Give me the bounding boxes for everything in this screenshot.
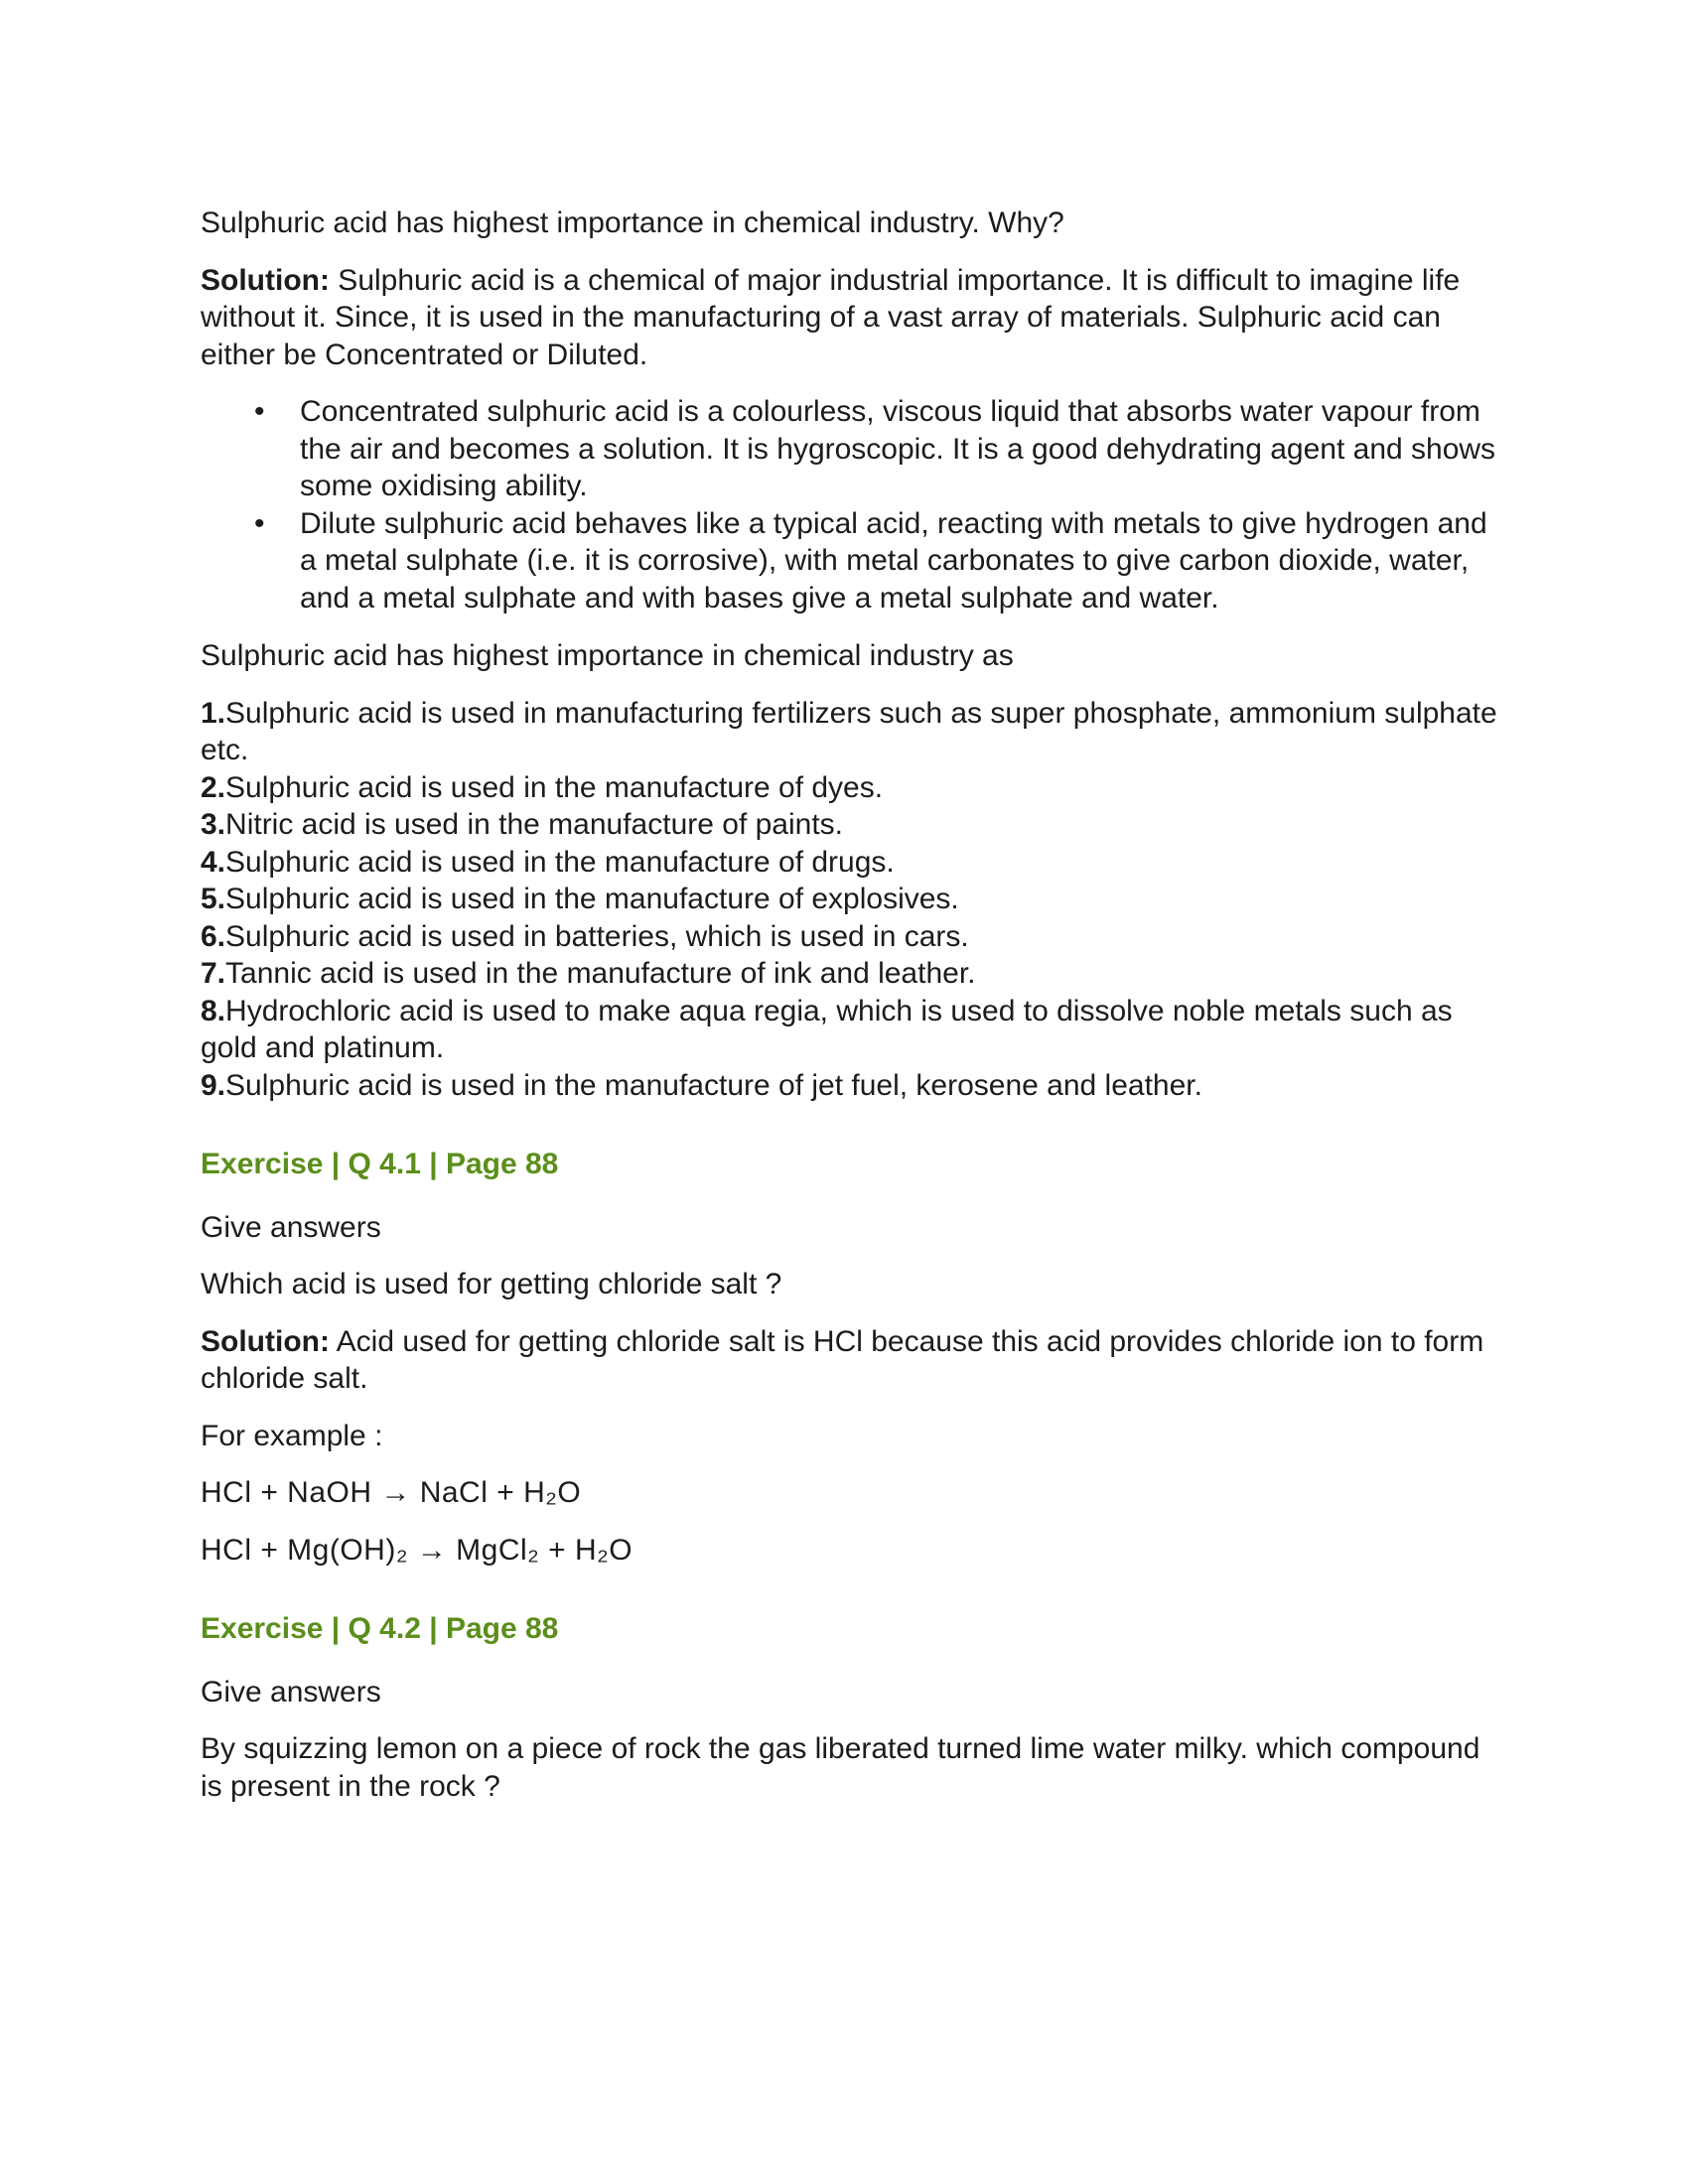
chemical-equation-mgoh: HCl + Mg(OH)₂ → MgCl₂ + H₂O: [201, 1533, 633, 1567]
item-number: 7.: [201, 957, 226, 990]
item-text: Sulphuric acid is used in the manufacture of jet fuel, kerosene and leather.: [225, 1068, 1202, 1102]
numbered-item: [201, 881, 1499, 918]
solution-paragraph-main: [201, 262, 1499, 374]
item-text: Sulphuric acid is used in manufacturing fertilizers such as super phosphate, ammonium sulphate etc.: [201, 696, 1497, 766]
item-text: Sulphuric acid is used in the manufacture of explosives.: [225, 883, 959, 915]
numbered-item: [201, 806, 1499, 844]
numbered-item: [201, 695, 1499, 769]
chemical-equation-naoh: HCl + NaOH → NaCl + H₂O: [201, 1476, 582, 1509]
numbered-item: [201, 918, 1499, 956]
numbered-uses-list: [201, 695, 1499, 1105]
solution-paragraph-q41: [201, 1323, 1499, 1398]
question-text-q41: Which acid is used for getting chloride salt ?: [201, 1268, 782, 1300]
solution-label: Solution:: [201, 263, 330, 297]
document-content: [201, 205, 1499, 1805]
give-answers-label: Give answers: [201, 1675, 381, 1708]
item-number: 5.: [201, 883, 226, 915]
item-text: Hydrochloric acid is used to make aqua regia, which is used to dissolve noble metals such as gold and platinum.: [201, 994, 1453, 1064]
item-text: Sulphuric acid is used in the manufacture of dyes.: [225, 770, 884, 804]
property-bullet-list: [201, 393, 1499, 616]
bullet-text: Concentrated sulphuric acid is a colourless, viscous liquid that absorbs water vapour from the air and becomes a solution. It is hygroscopic. It is a good dehydrating agent and shows some oxidising ability.: [300, 395, 1496, 502]
item-text: Sulphuric acid is used in the manufacture of drugs.: [225, 845, 895, 879]
item-number: 1.: [201, 696, 226, 730]
item-text: Tannic acid is used in the manufacture of ink and leather.: [225, 957, 976, 990]
for-example-label: For example :: [201, 1419, 383, 1452]
bullet-item-concentrated: [254, 393, 1499, 505]
bullet-dot: •: [254, 395, 265, 428]
numbered-item: [201, 1067, 1499, 1105]
numbered-item: [201, 844, 1499, 882]
give-answers-label: Give answers: [201, 1210, 381, 1244]
solution-text: Sulphuric acid is a chemical of major industrial importance. It is difficult to imagine life without it. Since, it is used in the manufacturing of a vast array of materials. Sulphuric acid can either be Concentrated or Diluted.: [201, 263, 1461, 371]
bullet-text: Dilute sulphuric acid behaves like a typical acid, reacting with metals to give hydrogen and a metal sulphate (i.e. it is corrosive), with metal carbonates to give carbon dioxide, water, and a metal sulphate and with bases give a metal sulphate and water.: [300, 506, 1487, 614]
numbered-item: [201, 993, 1499, 1067]
item-number: 8.: [201, 994, 226, 1027]
bullet-item-dilute: [254, 505, 1499, 617]
item-number: 9.: [201, 1068, 226, 1102]
solution-text: Acid used for getting chloride salt is HCl because this acid provides chloride ion to form chloride salt.: [201, 1324, 1484, 1395]
question-text-main: Sulphuric acid has highest importance in chemical industry. Why?: [201, 206, 1064, 239]
item-number: 3.: [201, 808, 226, 841]
item-text: Nitric acid is used in the manufacture of paints.: [225, 808, 844, 841]
item-text: Sulphuric acid is used in batteries, which is used in cars.: [225, 919, 969, 953]
exercise-heading-q42: Exercise | Q 4.2 | Page 88: [201, 1612, 559, 1645]
item-number: 2.: [201, 770, 226, 804]
item-number: 4.: [201, 845, 226, 879]
numbered-item: [201, 769, 1499, 807]
bullet-dot: •: [254, 506, 265, 540]
question-text-q42: By squizzing lemon on a piece of rock the gas liberated turned lime water milky. which compound is present in the rock ?: [201, 1732, 1480, 1803]
solution-label: Solution:: [201, 1324, 330, 1358]
numbered-item: [201, 955, 1499, 993]
exercise-heading-q41: Exercise | Q 4.1 | Page 88: [201, 1148, 559, 1180]
subheading-importance: Sulphuric acid has highest importance in chemical industry as: [201, 639, 1014, 672]
item-number: 6.: [201, 919, 226, 953]
